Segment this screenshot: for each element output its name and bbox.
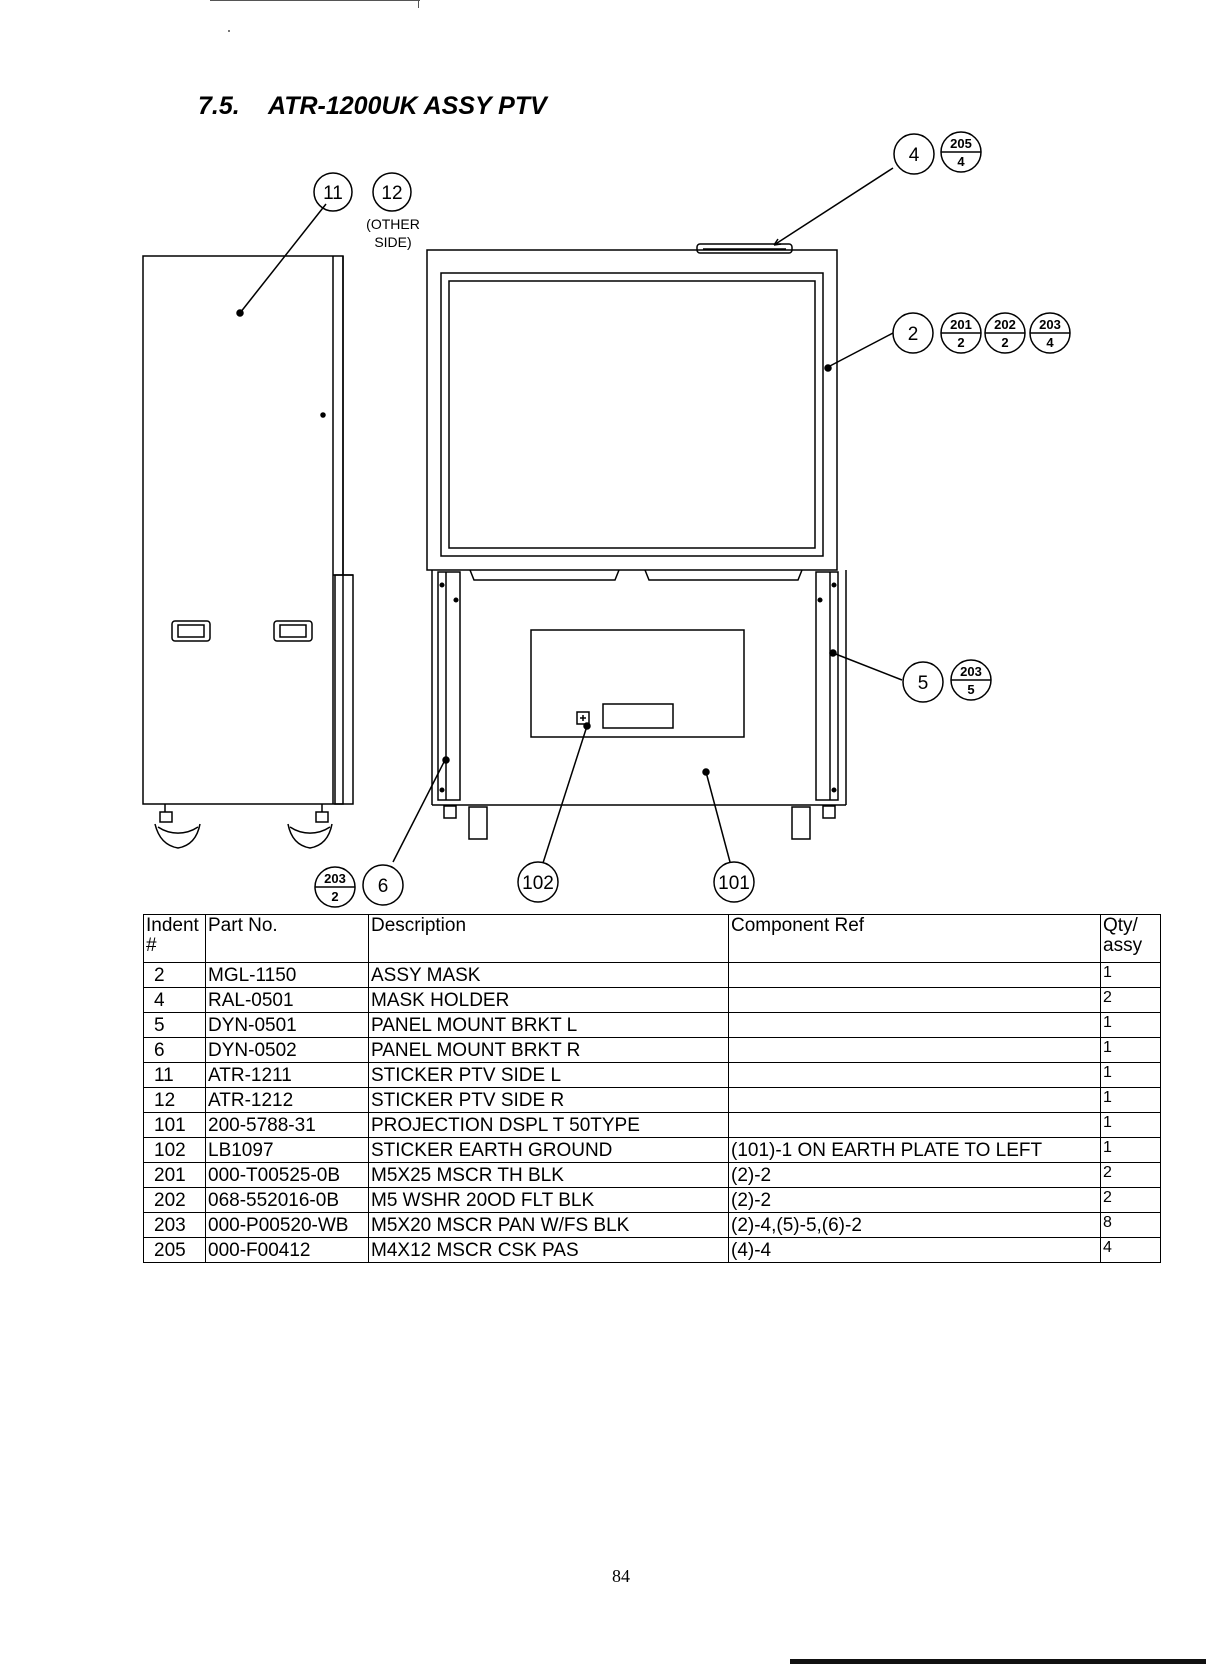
callout-203-5 [951,660,991,700]
table-row [144,1213,1161,1238]
callout-4 [894,134,934,174]
cell-description: STICKER EARTH GROUND [369,1138,729,1163]
callout-label: 2 [907,324,919,345]
cell-part-no: DYN-0501 [206,1013,369,1038]
scan-edge [418,0,419,8]
cell-indent: 12 [144,1088,206,1113]
callout-205-4 [941,132,981,172]
ptv-front-view [427,244,846,839]
header-component-ref: Component Ref [729,915,1101,963]
cell-qty: 1 [1101,1013,1161,1038]
callout-label: 4 [908,145,920,166]
callout-numerator: 205 [950,136,972,151]
callout-label: 101 [718,873,750,894]
scan-speck [228,30,230,32]
cell-qty: 1 [1101,1113,1161,1138]
cell-indent: 4 [144,988,206,1013]
cell-part-no: MGL-1150 [206,963,369,988]
scan-edge [790,1659,1206,1664]
cell-description: M5X20 MSCR PAN W/FS BLK [369,1213,729,1238]
table-row [144,1138,1161,1163]
header-indent: Indent # [144,915,206,963]
cell-qty: 4 [1101,1238,1161,1263]
callout-12 [366,173,420,250]
table-row [144,1163,1161,1188]
callout-denominator: 2 [331,889,339,904]
cell-qty: 1 [1101,1038,1161,1063]
cell-qty: 1 [1101,1138,1161,1163]
cell-component-ref: (101)-1 ON EARTH PLATE TO LEFT [729,1138,1101,1163]
section-title: ATR-1200UK ASSY PTV [268,92,547,120]
callout-11 [314,173,352,211]
assembly-diagram [120,120,1120,910]
cell-component-ref [729,1088,1101,1113]
table-row [144,1063,1161,1088]
callout-denominator: 4 [957,154,965,169]
cell-qty: 8 [1101,1213,1161,1238]
cell-part-no: 068-552016-0B [206,1188,369,1213]
callout-numerator: 203 [1039,317,1061,332]
parts-table [143,914,1161,1263]
cell-indent: 203 [144,1213,206,1238]
cell-qty: 2 [1101,988,1161,1013]
table-row [144,1238,1161,1263]
callout-102 [518,862,558,902]
cell-description: M5 WSHR 20OD FLT BLK [369,1188,729,1213]
cell-indent: 102 [144,1138,206,1163]
cell-description: M5X25 MSCR TH BLK [369,1163,729,1188]
cell-indent: 101 [144,1113,206,1138]
cell-part-no: ATR-1212 [206,1088,369,1113]
header-qty: Qty/ assy [1101,915,1161,963]
cell-part-no: ATR-1211 [206,1063,369,1088]
cell-component-ref [729,1038,1101,1063]
callout-label: 11 [323,183,343,204]
cell-part-no: 000-F00412 [206,1238,369,1263]
cabinet-side-view [143,256,353,848]
cell-part-no: DYN-0502 [206,1038,369,1063]
callout-2 [893,313,933,353]
cell-description: M4X12 MSCR CSK PAS [369,1238,729,1263]
cell-part-no: 000-P00520-WB [206,1213,369,1238]
cell-description: ASSY MASK [369,963,729,988]
cell-part-no: 200-5788-31 [206,1113,369,1138]
cell-indent: 6 [144,1038,206,1063]
callout-denominator: 4 [1046,335,1054,350]
cell-qty: 2 [1101,1163,1161,1188]
table-header-row [144,915,1161,963]
table-row [144,1013,1161,1038]
cell-indent: 5 [144,1013,206,1038]
callout-denominator: 2 [1001,335,1009,350]
section-heading [198,92,547,121]
table-row [144,1088,1161,1113]
callout-denominator: 5 [967,682,975,697]
cell-component-ref [729,963,1101,988]
cell-component-ref: (4)-4 [729,1238,1101,1263]
callout-numerator: 201 [950,317,972,332]
table-row [144,963,1161,988]
header-description: Description [369,915,729,963]
cell-component-ref: (2)-2 [729,1188,1101,1213]
callout-label: 12 [381,183,403,204]
cell-component-ref: (2)-2 [729,1163,1101,1188]
callout-label: 6 [377,876,389,897]
callout-5 [903,662,943,702]
callout-203-2 [315,867,355,907]
table-row [144,988,1161,1013]
callout-numerator: 202 [994,317,1016,332]
cell-component-ref: (2)-4,(5)-5,(6)-2 [729,1213,1101,1238]
table-row [144,1038,1161,1063]
callout-note: SIDE) [374,234,412,250]
scan-edge [210,0,420,1]
cell-description: PANEL MOUNT BRKT L [369,1013,729,1038]
callout-6 [363,865,403,905]
cell-description: STICKER PTV SIDE R [369,1088,729,1113]
callout-label: 5 [917,673,929,694]
cell-part-no: 000-T00525-0B [206,1163,369,1188]
cell-description: PROJECTION DSPL T 50TYPE [369,1113,729,1138]
header-part-no: Part No. [206,915,369,963]
callout-numerator: 203 [960,664,982,679]
cell-component-ref [729,1013,1101,1038]
cell-qty: 1 [1101,1063,1161,1088]
cell-qty: 1 [1101,963,1161,988]
table-row [144,1188,1161,1213]
callout-numerator: 203 [324,871,346,886]
cell-part-no: RAL-0501 [206,988,369,1013]
cell-description: MASK HOLDER [369,988,729,1013]
cell-description: STICKER PTV SIDE L [369,1063,729,1088]
cell-indent: 11 [144,1063,206,1088]
cell-indent: 202 [144,1188,206,1213]
cell-component-ref [729,1113,1101,1138]
cell-indent: 201 [144,1163,206,1188]
callout-202-2 [985,313,1025,353]
cell-description: PANEL MOUNT BRKT R [369,1038,729,1063]
callout-201-2 [941,313,981,353]
page-number: 84 [612,1566,630,1586]
cell-qty: 2 [1101,1188,1161,1213]
cell-component-ref [729,988,1101,1013]
callout-note: (OTHER [366,216,420,232]
cell-part-no: LB1097 [206,1138,369,1163]
table-row [144,1113,1161,1138]
callout-203-4 [1030,313,1070,353]
cell-indent: 2 [144,963,206,988]
callout-denominator: 2 [957,335,965,350]
cell-indent: 205 [144,1238,206,1263]
section-number: 7.5. [198,92,240,120]
callout-101 [714,862,754,902]
cell-component-ref [729,1063,1101,1088]
callout-label: 102 [522,873,554,894]
cell-qty: 1 [1101,1088,1161,1113]
